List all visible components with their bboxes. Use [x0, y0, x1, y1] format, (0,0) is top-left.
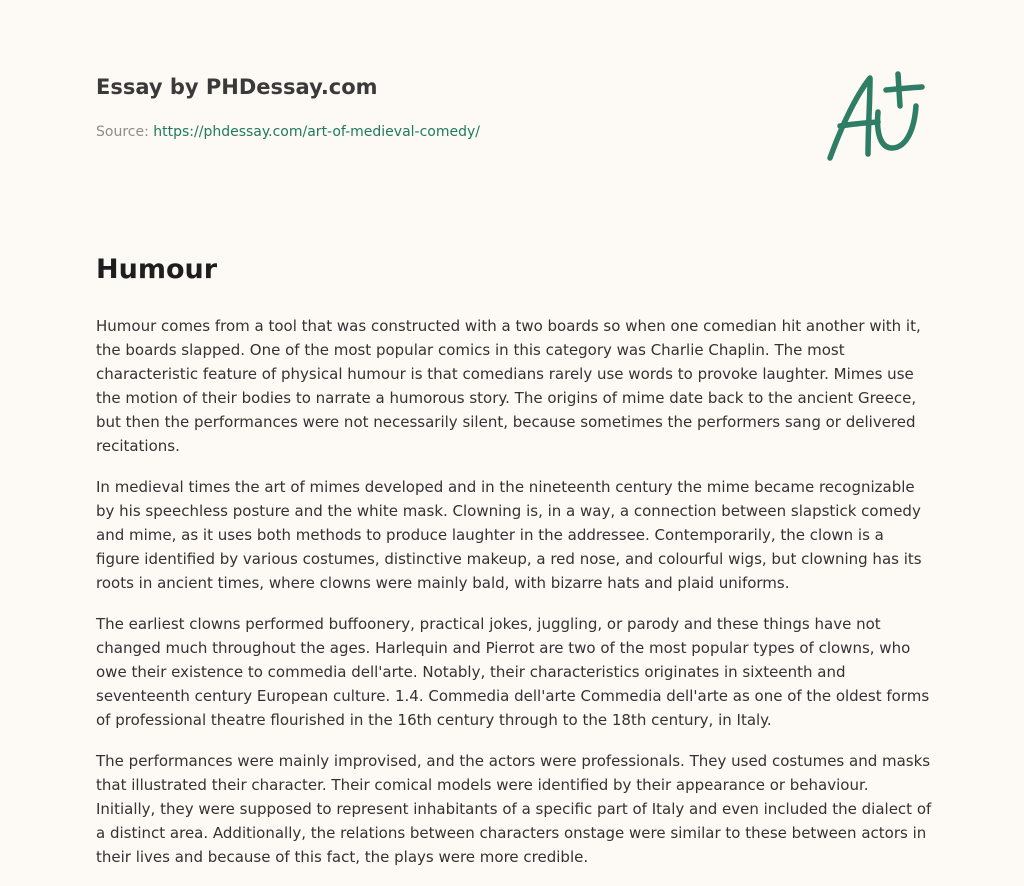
paragraph: In medieval times the art of mimes developed and in the nineteenth century the mime became recognizable by his speechless posture and the white mask. Clowning is, in a way, a connection between slapstick comedy and mime, as it uses both methods to produce laughter in the addressee. Contemporarily, the clown is a figure identified by various costumes, distinctive makeup, a red nose, and colourful wigs, but clowning has its roots in ancient times, where clowns were mainly bald, with bizarre hats and plaid uniforms. [96, 478, 922, 592]
paragraph: The earliest clowns performed buffoonery, practical jokes, juggling, or parody and these things have not changed much throughout the ages. Harlequin and Pierrot are two of the most popular types of clowns, who owe their existence to commedia dell'arte. Notably, their characteristics originates in sixteenth and seventeenth century European culture. 1.4. Commedia dell'arte Commedia dell'arte as one of the oldest forms of professional theatre flourished in the 16th century through to the 18th century, in Italy. [96, 615, 930, 729]
a-plus-icon [824, 68, 928, 164]
paragraph: The performances were mainly improvised, and the actors were professionals. They used costumes and masks that illustrated their character. Their comical models were identified by their appearance or behaviour. Initially, they were supposed to represent inhabitants of a specific part of Italy and even included the dialect of a distinct area. Additionally, the relations between characters onstage were similar to these between actors in their lives and because of this fact, the plays were more credible. [96, 752, 932, 866]
site-title: Essay by PHDessay.com [96, 75, 378, 99]
article-body [96, 314, 932, 886]
source-line [96, 124, 480, 140]
article-title: Humour [96, 254, 218, 285]
source-label: Source: [96, 124, 149, 140]
paragraph: Humour comes from a tool that was constructed with a two boards so when one comedian hit another with it, the boards slapped. One of the most popular comics in this category was Charlie Chaplin. The most characteristic feature of physical humour is that comedians rarely use words to provoke laughter. Mimes use the motion of their bodies to narrate a humorous story. The origins of mime date back to the ancient Greece, but then the performances were not necessarily silent, because sometimes the performers sang or delivered recitations. [96, 317, 921, 455]
source-link[interactable]: https://phdessay.com/art-of-medieval-comedy/ [153, 124, 480, 140]
page-header [96, 0, 928, 200]
